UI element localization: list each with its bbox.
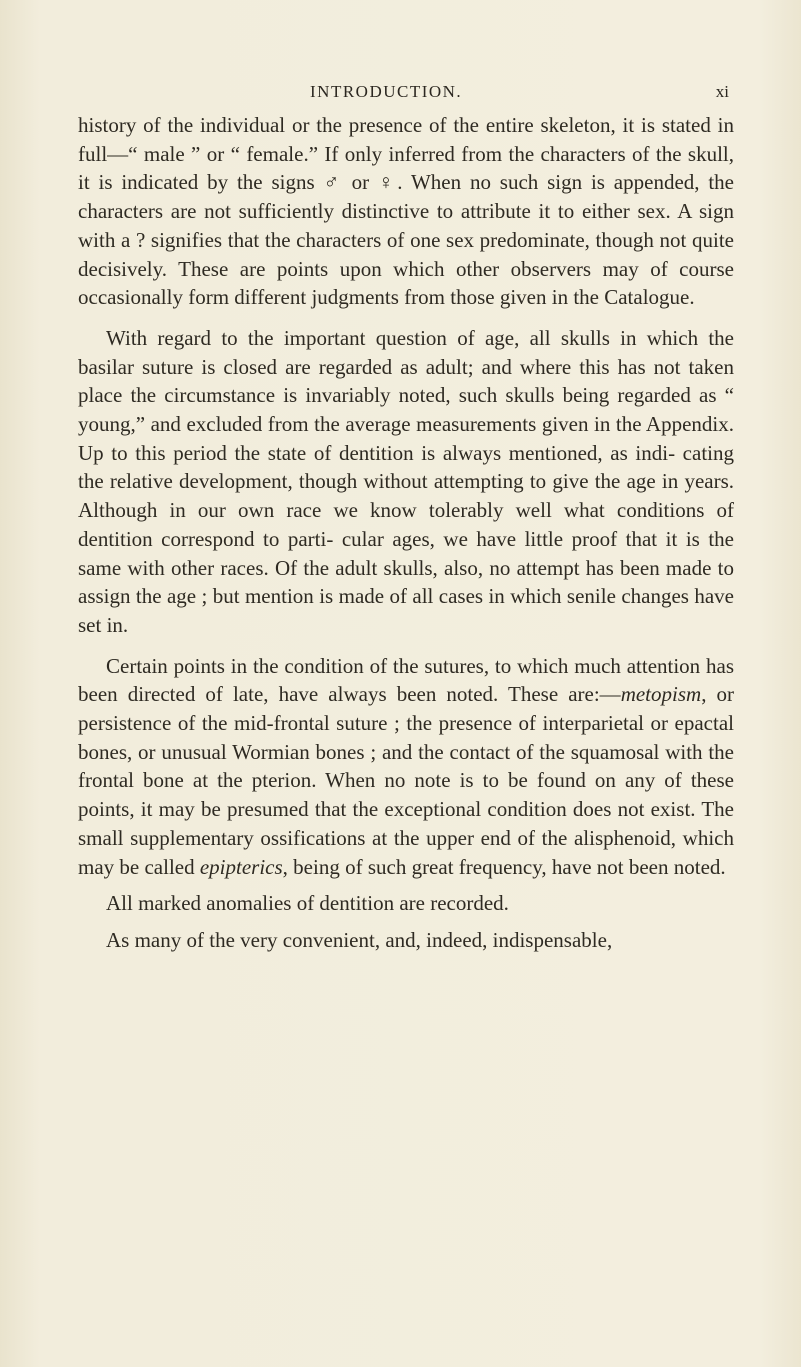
term-epipterics: epipterics bbox=[199, 854, 283, 879]
paragraph-sex-determination bbox=[78, 111, 734, 312]
body-text bbox=[78, 111, 734, 955]
paragraph-text: As many of the very convenient, and, indeed, indispensable, bbox=[106, 927, 613, 952]
page-number: xi bbox=[715, 82, 729, 101]
paragraph-dentition-anomalies bbox=[78, 889, 734, 918]
paragraph-sutures bbox=[78, 652, 734, 882]
running-title: INTRODUCTION. bbox=[310, 82, 463, 101]
term-metopism: metopism bbox=[620, 682, 702, 707]
paragraph-text: Certain points in the condition of the sutures, to which much attention has been directed of late, have always been noted. These are:— bbox=[78, 653, 734, 707]
paragraph-text: All marked anomalies of dentition are recorded. bbox=[106, 891, 509, 916]
paragraph-age bbox=[78, 324, 734, 640]
paragraph-text: history of the individual or the presence of the entire skeleton, it is stated in full—“ male ” or “ female.” If only inferred from the characters of the skull, it is indicated by the signs ♂ or ♀. When no such sign is appended, the characters are not sufficiently distinctive to attribute it to either sex. A sign with a ? signifies that the characters of one sex predominate, though not quite decisively. These are points upon which other observers may of course occasionally form different judgments from those given in the Catalogue. bbox=[78, 113, 734, 310]
paragraph-text: , or persistence of the mid-frontal suture ; the presence of interparietal or epactal bones, or unusual Wormian bones ; and the contact of the squamosal with the frontal bone at the pterion. When no note is to be found on any of these points, it may be presumed that the exceptional condition does not exist. The small supplementary ossifications at the upper end of the alisphenoid, which may be called bbox=[78, 682, 734, 879]
paragraph-text: , being of such great frequency, have not been noted. bbox=[282, 854, 726, 879]
paragraph-continued bbox=[78, 926, 734, 955]
paragraph-text: With regard to the important question of age, all skulls in which the basilar suture is closed are regarded as adult; and where this has not taken place the circumstance is invariably noted, such skulls being regarded as “ young,” and excluded from the average measurements given in the Appendix. Up to this period the state of dentition is always mentioned, as indi- cating the relative development, though without attempting to give the age in years. Although in our own race we know tolerably well what conditions of dentition correspond to parti- cular ages, we have little proof that it is the same with other races. Of the adult skulls, also, no attempt has been made to assign the age ; but mention is made of all cases in which senile changes have set in. bbox=[78, 325, 734, 637]
running-head bbox=[0, 82, 801, 106]
